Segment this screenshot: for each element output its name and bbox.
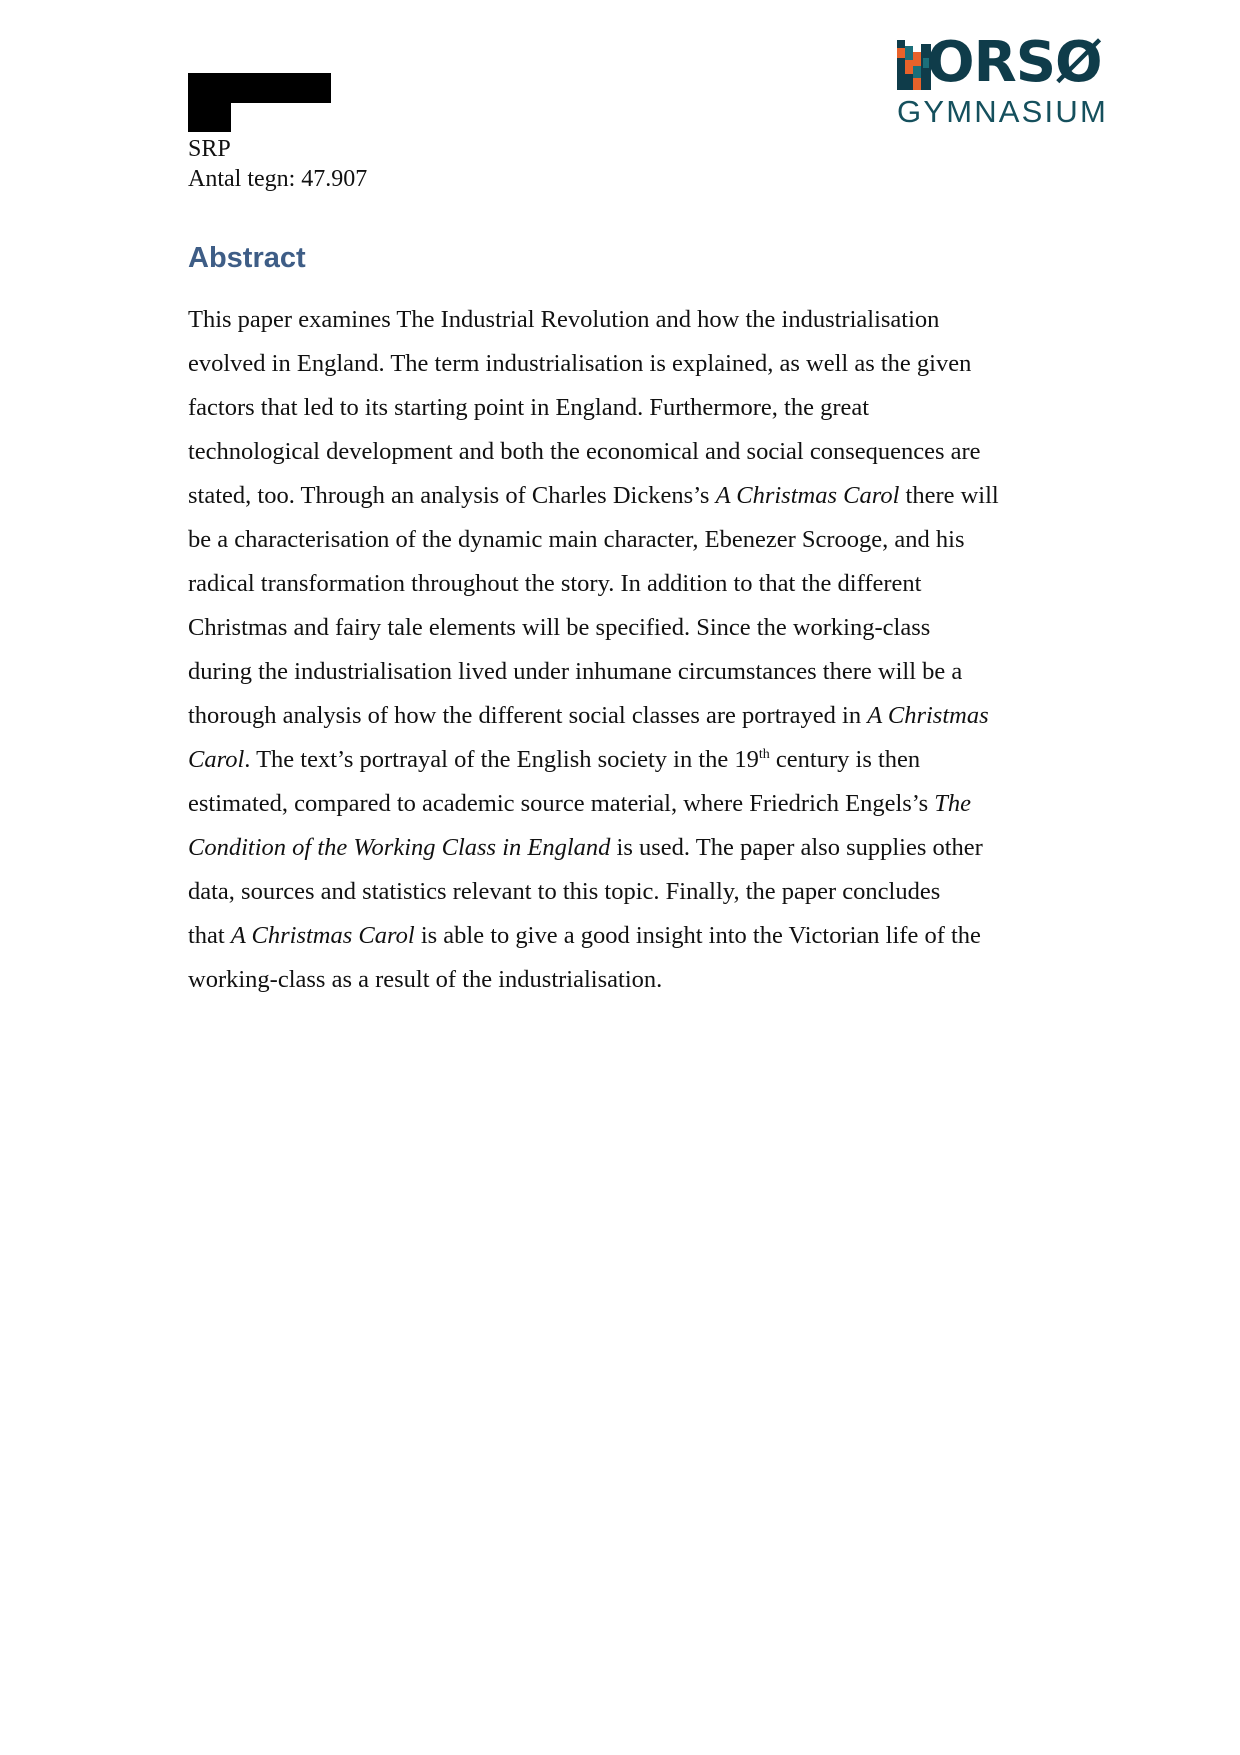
- abstract-line: [188, 958, 1068, 1002]
- abstract-text: technological development and both the economical and social consequences are: [188, 438, 981, 465]
- abstract-line: [188, 870, 1068, 914]
- abstract-text: working-class as a result of the industrialisation.: [188, 966, 663, 993]
- abstract-line: [188, 298, 1068, 342]
- abstract-text: data, sources and statistics relevant to this topic. Finally, the paper concludes: [188, 878, 941, 905]
- italic-title-text: A Christmas Carol: [715, 482, 900, 509]
- italic-title-text: A Christmas: [867, 702, 989, 729]
- abstract-line: [188, 826, 1068, 870]
- abstract-text: is used. The paper also supplies other: [610, 834, 983, 861]
- abstract-text: radical transformation throughout the story. In addition to that the different: [188, 570, 922, 597]
- abstract-line: [188, 562, 1068, 606]
- document-type-label: SRP: [188, 136, 231, 162]
- abstract-text: factors that led to its starting point in England. Furthermore, the great: [188, 394, 870, 421]
- abstract-line: [188, 518, 1068, 562]
- abstract-line: [188, 342, 1068, 386]
- abstract-line: [188, 606, 1068, 650]
- logo-m-icon: [897, 40, 931, 90]
- abstract-text: estimated, compared to academic source material, where Friedrich Engels’s: [188, 790, 935, 817]
- redaction-bar: [188, 73, 331, 103]
- abstract-line: [188, 914, 1068, 958]
- logo-subtitle: GYMNASIUM: [897, 94, 1108, 129]
- abstract-text: This paper examines The Industrial Revolution and how the industrialisation: [188, 306, 940, 333]
- abstract-text: is able to give a good insight into the Victorian life of the: [414, 922, 981, 949]
- redaction-bar: [188, 101, 231, 132]
- italic-title-text: The: [934, 790, 972, 817]
- abstract-line: [188, 386, 1068, 430]
- italic-title-text: Condition of the Working Class in England: [188, 834, 611, 861]
- abstract-text: be a characterisation of the dynamic main character, Ebenezer Scrooge, and his: [188, 526, 965, 553]
- abstract-line: [188, 650, 1068, 694]
- abstract-text: Christmas and fairy tale elements will be specified. Since the working-class: [188, 614, 931, 641]
- abstract-text: century is then: [769, 746, 921, 773]
- abstract-body: [188, 298, 1068, 1002]
- italic-title-text: A Christmas Carol: [230, 922, 415, 949]
- school-logo: [897, 30, 1131, 130]
- abstract-text: that: [188, 922, 231, 949]
- abstract-line: [188, 738, 1068, 782]
- abstract-line: [188, 430, 1068, 474]
- abstract-text: stated, too. Through an analysis of Charles Dickens’s: [188, 482, 716, 509]
- abstract-line: [188, 474, 1068, 518]
- abstract-text: . The text’s portrayal of the English society in the 19: [244, 746, 759, 773]
- character-count: Antal tegn: 47.907: [188, 166, 368, 192]
- abstract-heading: Abstract: [188, 242, 306, 274]
- superscript-text: th: [758, 747, 770, 762]
- abstract-text: thorough analysis of how the different social classes are portrayed in: [188, 702, 868, 729]
- abstract-text: evolved in England. The term industrialisation is explained, as well as the given: [188, 350, 972, 377]
- abstract-text: during the industrialisation lived under inhumane circumstances there will be a: [188, 658, 963, 685]
- abstract-line: [188, 782, 1068, 826]
- abstract-line: [188, 694, 1068, 738]
- abstract-text: there will: [899, 482, 999, 509]
- logo-wordmark: ORSØ: [927, 30, 1102, 95]
- italic-title-text: Carol: [188, 746, 245, 773]
